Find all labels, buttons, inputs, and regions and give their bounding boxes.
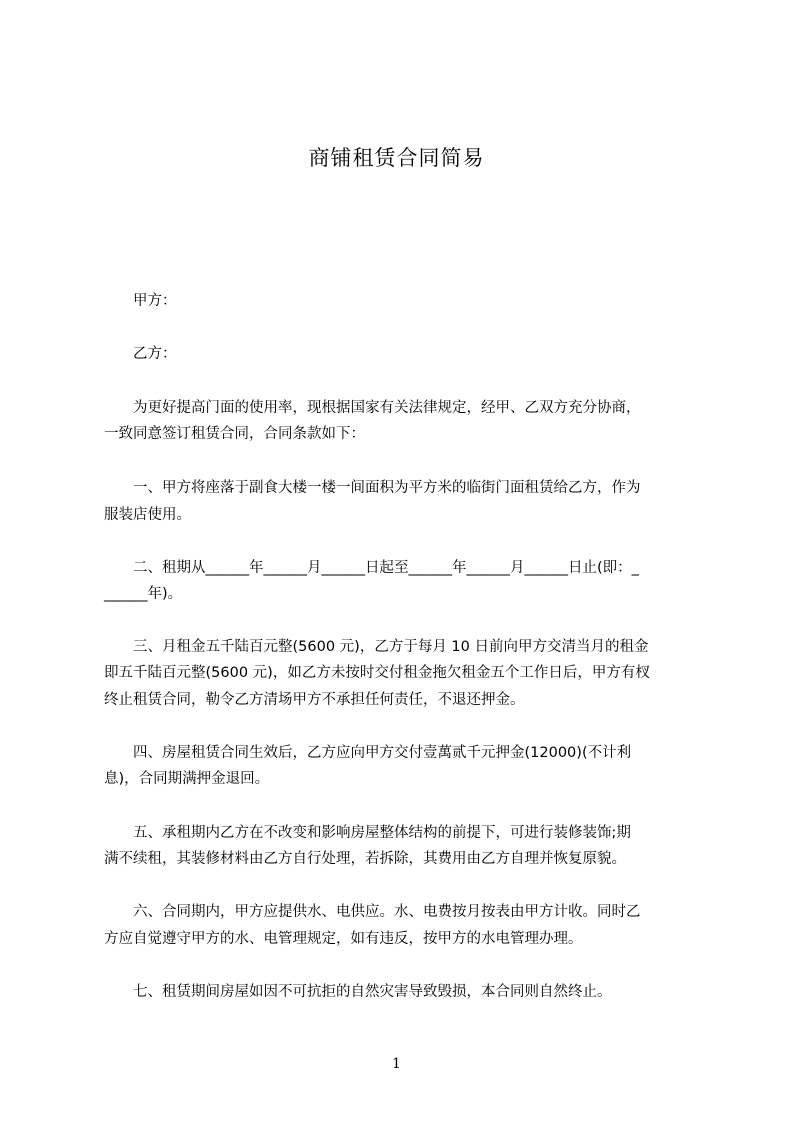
- clause-4-line-1: 四、房屋租赁合同生效后，乙方应向甲方交付壹萬贰千元押金(12000)(不计利: [104, 745, 632, 761]
- clause-5-line-1: 五、承租期内乙方在不改变和影响房屋整体结构的前提下，可进行装修装饰;期: [104, 825, 631, 841]
- intro-line-2: 一致同意签订租赁合同，合同条款如下：: [104, 426, 365, 442]
- page-number: 1: [392, 1056, 401, 1072]
- clause-6-line-1: 六、合同期内，甲方应提供水、电供应。水、电费按月按表由甲方计收。同时乙: [104, 904, 641, 920]
- document-title: 商铺租赁合同简易: [308, 146, 485, 170]
- clause-3-line-3: 终止租赁合同，勒令乙方清场甲方不承担任何责任，不退还押金。: [104, 692, 525, 708]
- intro-line-1: 为更好提高门面的使用率，现根据国家有关法律规定，经甲、乙双方充分协商，: [104, 400, 641, 416]
- clause-6-line-2: 方应自觉遵守甲方的水、电管理规定，如有违反，按甲方的水电管理办理。: [104, 931, 583, 947]
- clause-4-line-2: 息)，合同期满押金退回。: [104, 771, 270, 787]
- clause-3-line-1: 三、月租金五千陆百元整(5600 元)，乙方于每月 10 日前向甲方交清当月的租金: [104, 639, 649, 655]
- clause-2-line-1: 二、租期从______年______月______日起至______年______月______日止(即：_: [104, 560, 639, 576]
- clause-2-line-2: ______年)。: [104, 586, 183, 602]
- clause-7-line-1: 七、租赁期间房屋如因不可抗拒的自然灾害导致毁损，本合同则自然终止。: [104, 984, 612, 1000]
- clause-1-line-2: 服装店使用。: [104, 507, 191, 523]
- clause-1-line-1: 一、甲方将座落于副食大楼一楼一间面积为平方米的临街门面租赁给乙方，作为: [104, 480, 641, 496]
- clause-5-line-2: 满不续租，其装修材料由乙方自行处理，若拆除，其费用由乙方自理并恢复原貌。: [104, 851, 626, 867]
- party-a-line: 甲方：: [104, 293, 177, 309]
- party-b-line: 乙方：: [104, 346, 177, 362]
- clause-3-line-2: 即五千陆百元整(5600 元)，如乙方未按时交付租金拖欠租金五个工作日后，甲方有杈: [104, 665, 650, 681]
